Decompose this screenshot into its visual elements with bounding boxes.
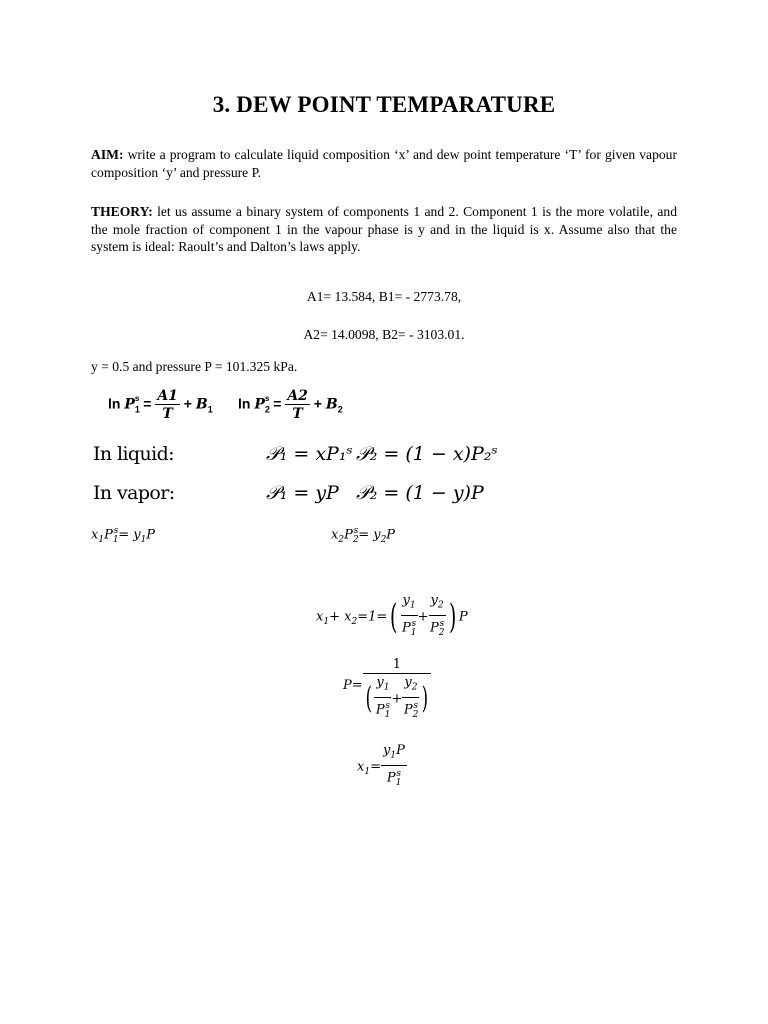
theory-text: let us assume a binary system of components 1 and 2. Component 1 is the more volatile, and the mole fraction of component 1 in the vapour phase is y and in the liquid is x. Assume also that the system is ideal: Raoult’s and Dalton’s laws apply. xyxy=(91,204,677,254)
equation-x1-result: $x_1=$ $\frac{y_1P}{P_1^s}$ xyxy=(357,743,405,788)
liquid-equation-1: 𝒫₁ = xP₁ˢ xyxy=(266,443,353,465)
equation-pressure: P= 1 ( $\frac{y_1}{P_1^s}$ + $\frac{y_2}{P_2^s}$ ) xyxy=(343,656,431,724)
vapor-equation-2: 𝒫₂ = (1 − y)P xyxy=(356,482,484,504)
theory-paragraph xyxy=(91,203,677,256)
equation-x1: $x_1P_1^s= y_1P$ xyxy=(91,526,156,545)
antoine-equation-1: $\ln P_1^s$ = $\frac{A1}{T}$ + $B_1$ xyxy=(108,388,213,422)
aim-paragraph xyxy=(91,146,677,181)
constants-line-2: A2= 14.0098, B2= - 3103.01. xyxy=(303,327,465,342)
given-values: y = 0.5 and pressure P = 101.325 kPa. xyxy=(91,359,298,374)
vapor-label: In vapor: xyxy=(93,482,175,504)
constants-line-1: A1= 13.584, B1= - 2773.78, xyxy=(306,289,462,304)
aim-text: write a program to calculate liquid composition ‘x’ and dew point temperature ‘T’ for given vapour composition ‘y’ and pressure P. xyxy=(91,147,677,180)
theory-label: THEORY: xyxy=(91,204,153,219)
equation-x2: $x_2P_2^s= y_2P$ xyxy=(331,526,396,545)
liquid-equation-2: 𝒫₂ = (1 − x)P₂ˢ xyxy=(356,443,498,465)
page-title: 3. DEW POINT TEMPARATURE xyxy=(212,92,556,117)
antoine-equation-2: $\ln P_2^s$ = $\frac{A2}{T}$ + $B_2$ xyxy=(238,388,343,422)
liquid-label: In liquid: xyxy=(93,443,174,465)
aim-label: AIM: xyxy=(91,147,124,162)
equation-sum: $x_1+ x_2=1=$( $\frac{y_1}{P_1^s}$ + $\frac{y_2}{P_2^s}$ ) P xyxy=(316,593,468,638)
vapor-equation-1: 𝒫₁ = yP xyxy=(266,482,339,504)
